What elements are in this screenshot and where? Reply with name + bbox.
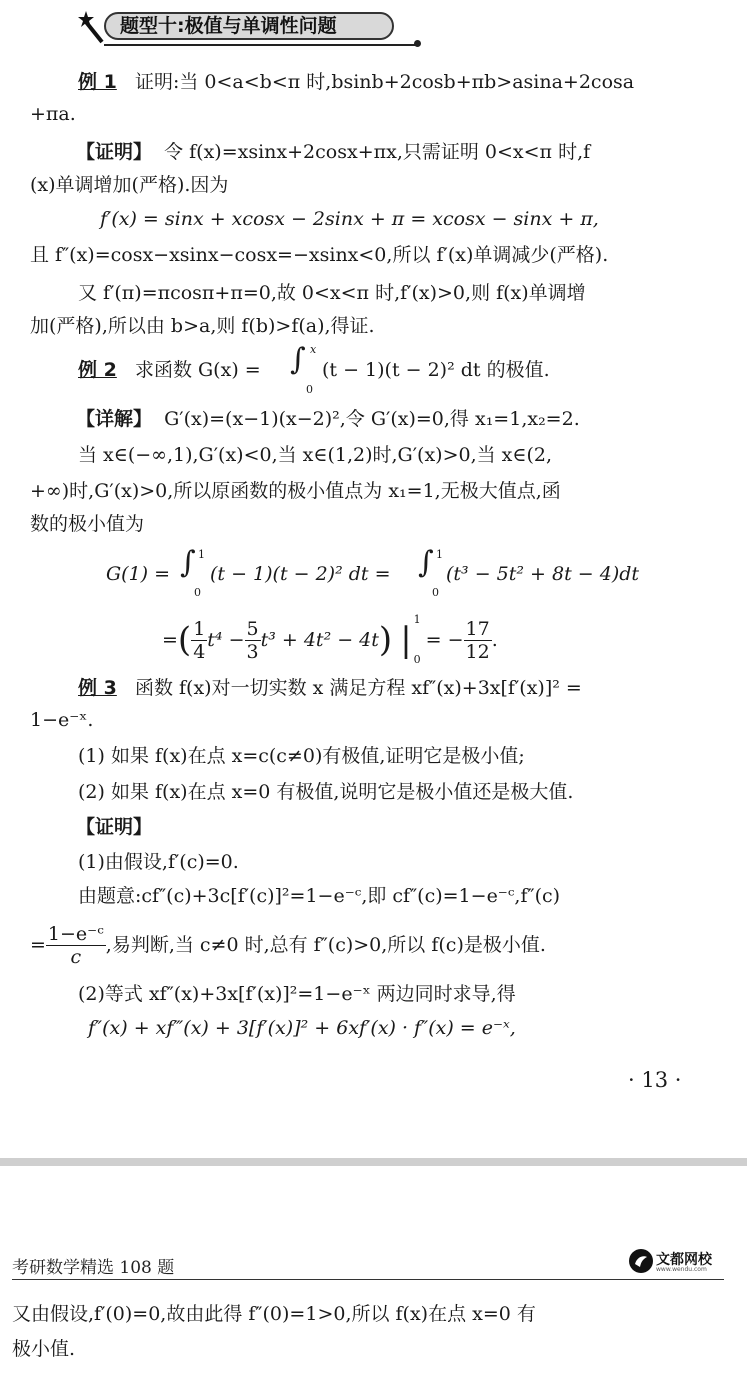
example-2-detail-line-4: 数的极小值为 — [30, 513, 145, 535]
example-1-proof-line-2: (x)单调增加(严格).因为 — [30, 174, 229, 196]
g1-integrand-2: (t³ − 5t² + 8t − 4)dt — [446, 563, 640, 585]
fraction-one-minus-e: $\frac{\text{1−e⁻ᶜ}}{c}$ — [47, 922, 104, 968]
continuation-line-2: 极小值. — [12, 1338, 76, 1360]
header-underline — [104, 44, 418, 46]
example-1-label: 例 1 — [78, 71, 117, 93]
logo-icon — [628, 1248, 654, 1274]
publisher-logo: 文都网校 www.wendu.com — [628, 1248, 728, 1276]
example-3-proof-label: 【证明】 — [76, 816, 153, 838]
example-3-line-1 — [78, 676, 582, 700]
fraction-five-thirds: $\frac{5}{3}$ — [246, 617, 259, 663]
example-1-statement: 证明:当 0<a<b<π 时,bsinb+2cosb+πb>asina+2cosa — [134, 71, 635, 93]
example-3-proof-line-4: (2)等式 xf″(x)+3x[f′(x)]²=1−e⁻ˣ 两边同时求导,得 — [78, 983, 516, 1005]
example-1-line-1 — [78, 70, 634, 94]
fraction-seventeen-twelfths: $\frac{17}{12}$ — [465, 617, 490, 663]
example-3-derivative-equation: f″(x) + xf‴(x) + 3[f′(x)]² + 6xf′(x) · f″(x) = e⁻ˣ, — [88, 1017, 516, 1039]
detail-text: G′(x)=(x−1)(x−2)²,令 G′(x)=0,得 x₁=1,x₂=2. — [164, 408, 580, 430]
example-1-proof-line-3: 且 f″(x)=cosx−xsinx−cosx=−xsinx<0,所以 f′(x)单调减少(严格). — [30, 244, 609, 266]
example-2-detail-line-3: +∞)时,G′(x)>0,所以原函数的极小值点为 x₁=1,无极大值点,函 — [30, 480, 561, 502]
integrand-text: (t − 1)(t − 2)² dt 的极值. — [322, 359, 550, 381]
example-1-line-2: +πa. — [30, 103, 76, 125]
integral-lower-3: 0 — [432, 586, 439, 599]
example-3-label: 例 3 — [78, 677, 117, 699]
example-1-proof-line-4: 又 f′(π)=πcosπ+π=0,故 0<x<π 时,f′(x)>0,则 f(x)单调增 — [78, 282, 586, 304]
detail-label: 【详解】 — [76, 408, 153, 430]
page-number: · 13 · — [628, 1068, 682, 1092]
integral-upper-3: 1 — [436, 548, 443, 561]
footer-rule — [12, 1279, 724, 1280]
integral-sign-2: ∫ — [180, 545, 196, 580]
integral-lower-limit: 0 — [306, 383, 313, 396]
fraction-one-quarter: $\frac{1}{4}$ — [193, 617, 206, 663]
example-1-proof-line-1 — [76, 140, 590, 164]
proof-text: 令 f(x)=xsinx+2cosx+πx,只需证明 0<x<π 时,f — [164, 141, 591, 163]
integral-sign-3: ∫ — [418, 545, 434, 580]
example-3-proof-line-2: 由题意:cf″(c)+3c[f′(c)]²=1−e⁻ᶜ,即 cf″(c)=1−e⁻ᶜ,f″(c) — [78, 885, 561, 907]
example-3-proof-line-1: (1)由假设,f′(c)=0. — [78, 851, 239, 873]
example-3-proof-line-3: = $\frac{\text{1−e⁻ᶜ}}{c}$ ,易判断,当 c≠0 时,总有 f″(c)>0,所以 f(c)是极小值. — [30, 922, 546, 968]
continuation-line-1: 又由假设,f′(0)=0,故由此得 f″(0)=1>0,所以 f(x)在点 x=0 有 — [12, 1303, 536, 1325]
example-3-question-1: (1) 如果 f(x)在点 x=c(c≠0)有极值,证明它是极小值; — [78, 745, 525, 767]
example-2-detail-line-2: 当 x∈(−∞,1),G′(x)<0,当 x∈(1,2)时,G′(x)>0,当 x∈(2, — [78, 444, 552, 466]
g1-result-row: = ( $\frac{1}{4}$ t⁴ − $\frac{5}{3}$ t³ + 4t² − 4t ) | 1 0 = − $\frac{17}{12}$ . — [162, 613, 498, 666]
question-prefix: 求函数 G(x) = — [134, 359, 261, 381]
integral-sign: ∫ — [290, 342, 306, 377]
integral-upper-2: 1 — [198, 548, 205, 561]
integral-lower-2: 0 — [194, 586, 201, 599]
example-1-proof-line-5: 加(严格),所以由 b>a,则 f(b)>f(a),得证. — [30, 315, 375, 337]
proof-label: 【证明】 — [76, 141, 153, 163]
integral-upper-limit: x — [310, 343, 317, 356]
section-title: 题型十:极值与单调性问题 — [104, 12, 394, 40]
example-1-equation: f′(x) = sinx + xcosx − 2sinx + π = xcosx − sinx + π, — [100, 208, 599, 230]
g1-integrand-1: (t − 1)(t − 2)² dt = — [210, 563, 391, 585]
example-3-statement: 函数 f(x)对一切实数 x 满足方程 xf″(x)+3x[f′(x)]² = — [134, 677, 582, 699]
header-dot — [414, 40, 421, 47]
example-2-label: 例 2 — [78, 359, 117, 381]
g1-lhs: G(1) = — [106, 563, 171, 585]
magic-wand-icon — [78, 10, 106, 44]
example-2-question — [78, 358, 261, 382]
example-2-detail-line-1 — [76, 407, 580, 431]
book-title: 考研数学精选 108 题 — [12, 1258, 175, 1278]
example-3-line-2: 1−e⁻ˣ. — [30, 709, 94, 731]
page-separator — [0, 1158, 747, 1166]
example-3-question-2: (2) 如果 f(x)在点 x=0 有极值,说明它是极小值还是极大值. — [78, 781, 574, 803]
